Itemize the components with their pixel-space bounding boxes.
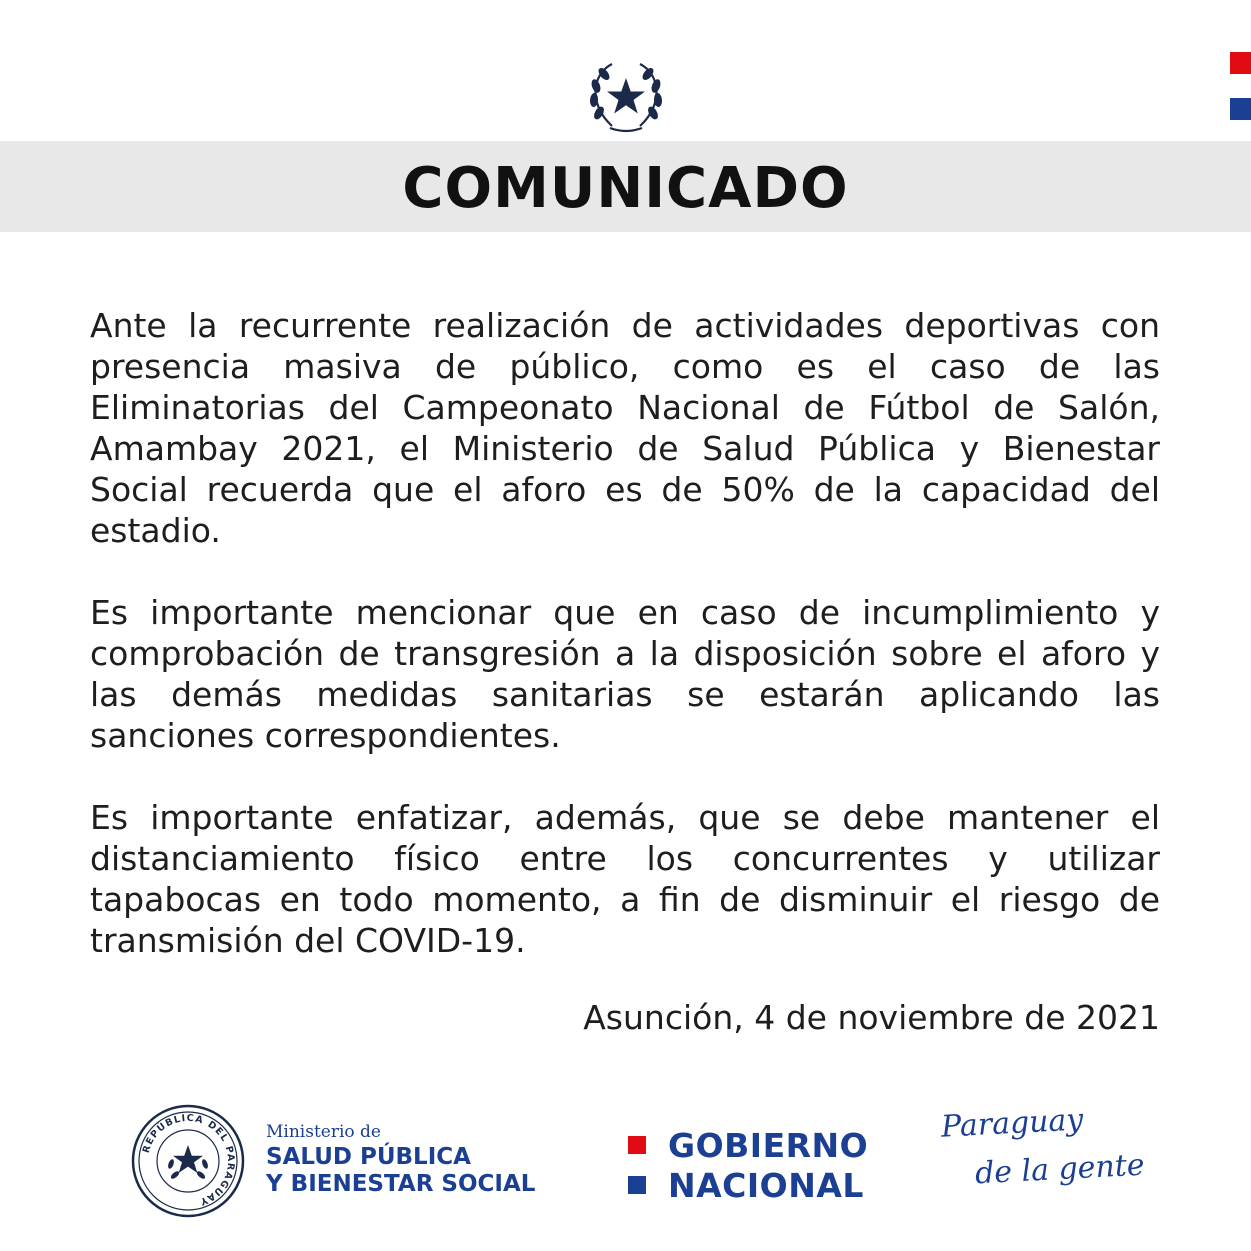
ministry-logo — [266, 1122, 535, 1198]
paragraph-2: Es importante mencionar que en caso de incumplimiento y comprobación de transgresión a la disposición sobre el aforo y las demás medidas sanitarias se estarán aplicando las sanciones correspondientes. — [90, 593, 1160, 755]
header-band — [0, 141, 1251, 232]
page-title: COMUNICADO — [402, 156, 849, 221]
republic-seal-icon — [131, 1104, 245, 1218]
paraguay-de-la-gente-logo — [935, 1102, 1146, 1206]
gobierno-line-2: NACIONAL — [668, 1165, 864, 1205]
gobierno-nacional-logo — [628, 1125, 868, 1205]
seal-text: REPÚBLICA DEL PARAGUAY — [140, 1112, 237, 1208]
place-and-date: Asunción, 4 de noviembre de 2021 — [583, 998, 1160, 1037]
gobierno-line-1: GOBIERNO — [668, 1125, 869, 1165]
flag-red-mark — [1230, 52, 1251, 74]
slogan-line-2: de la gente — [974, 1147, 1146, 1192]
red-square-icon — [628, 1136, 646, 1154]
ministry-line-2: Y BIENESTAR SOCIAL — [266, 1171, 536, 1197]
ministry-prefix: Ministerio de — [266, 1122, 381, 1142]
communique-body — [90, 305, 1160, 1002]
paragraph-3: Es importante enfatizar, además, que se debe mantener el distanciamiento físico entre los concurrentes y utilizar tapabocas en todo momento, a fin de disminuir el riesgo de transmisión del COVID-19. — [90, 798, 1160, 960]
paragraph-1: Ante la recurrente realización de actividades deportivas con presencia masiva de público, como es el caso de las Eliminatorias del Campeonato Nacional de Fútbol de Salón, Amambay 2021, el Ministerio de Salud Pública y Bienestar Social recuerda que el aforo es de 50% de la capacidad del estadio. — [90, 306, 1160, 550]
flag-blue-mark — [1230, 98, 1251, 120]
national-emblem-icon — [582, 56, 670, 136]
slogan-line-1: Paraguay — [940, 1102, 1085, 1145]
ministry-line-1: SALUD PÚBLICA — [266, 1144, 471, 1170]
blue-square-icon — [628, 1176, 646, 1194]
